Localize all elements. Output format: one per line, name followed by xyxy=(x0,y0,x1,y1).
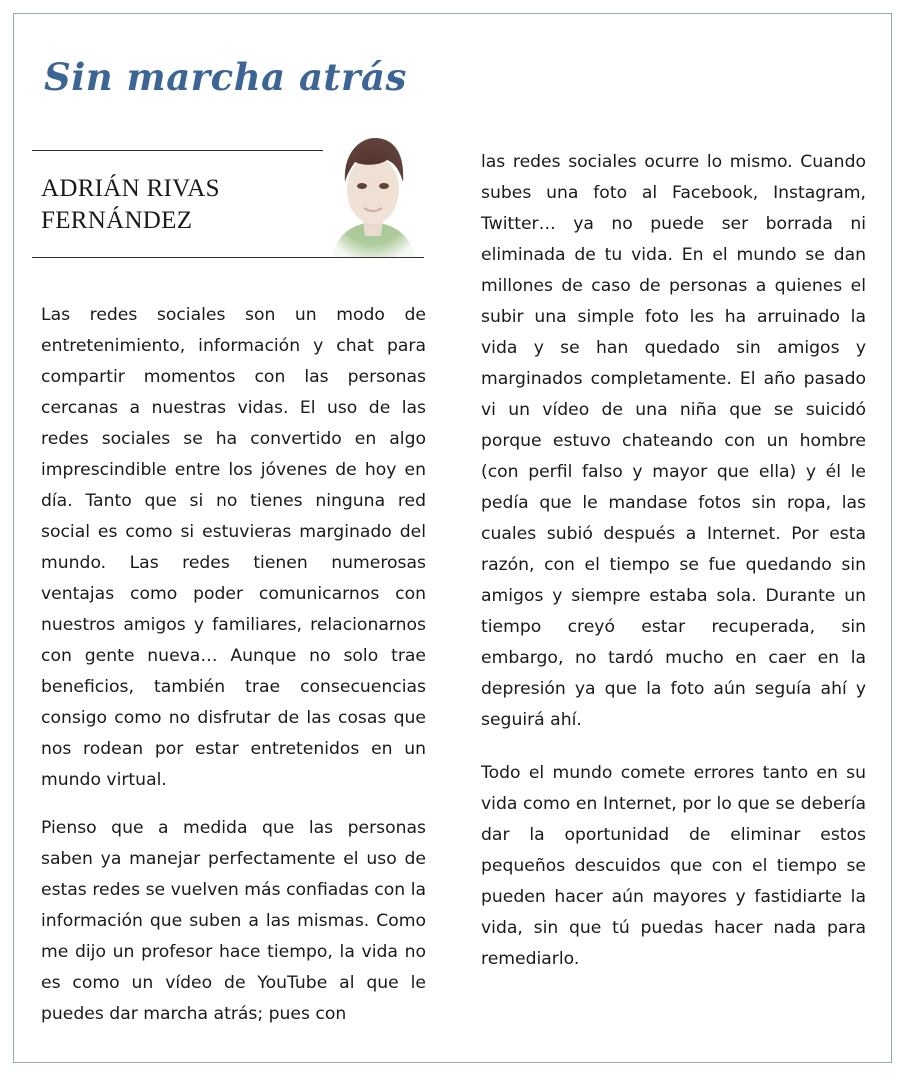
paragraph: Pienso que a medida que las personas saben ya manejar perfectamente el uso de estas redes se vuelven más confiadas con la información que suben a las mismas. Como me dijo un profesor hace tiempo, la vida no es como un vídeo de YouTube al que le puedes dar marcha atrás; pues con xyxy=(41,818,426,1024)
author-name-line-2: FERNÁNDEZ xyxy=(41,207,193,234)
article-title: Sin marcha atrás xyxy=(44,55,407,99)
author-photo xyxy=(323,124,423,257)
author-top-rule xyxy=(32,150,324,151)
article-column-left xyxy=(41,300,426,1030)
author-name-line-1: ADRIÁN RIVAS xyxy=(41,175,220,202)
paragraph: Todo el mundo comete errores tanto en su vida como en Internet, por lo que se debería dar la oportunidad de eliminar estos pequeños descuidos que con el tiempo se pueden hacer aún mayores y fastidiarte la vida, sin que tú puedas hacer nada para remediarlo. xyxy=(481,763,866,969)
author-name xyxy=(41,173,321,237)
paragraph: las redes sociales ocurre lo mismo. Cuando subes una foto al Facebook, Instagram, Twitter… ya no puede ser borrada ni eliminada de tu vida. En el mundo se dan millones de caso de personas a quienes el subir una simple foto les ha arruinado la vida y se han quedado sin amigos y marginados completamente. El año pasado vi un vídeo de una niña que se suicidó porque estuvo chateando con un hombre (con perfil falso y mayor que ella) y él le pedía que le mandase fotos sin ropa, las cuales subió después a Internet. Por esta razón, con el tiempo se fue quedando sin amigos y siempre estaba sola. Durante un tiempo creyó estar recuperada, sin embargo, no tardó mucho en caer en la depresión ya que la foto aún seguía ahí y seguirá ahí. xyxy=(481,152,866,730)
author-bottom-rule xyxy=(32,257,424,258)
article-column-right xyxy=(481,147,866,975)
paragraph: Las redes sociales son un modo de entretenimiento, información y chat para compartir momentos con las personas cercanas a nuestras vidas. El uso de las redes sociales se ha convertido en algo imprescindible entre los jóvenes de hoy en día. Tanto que si no tienes ninguna red social es como si estuvieras marginado del mundo. Las redes tienen numerosas ventajas como poder comunicarnos con nuestros amigos y familiares, relacionarnos con gente nueva… Aunque no solo trae beneficios, también trae consecuencias consigo como no disfrutar de las cosas que nos rodean por estar entretenidos en un mundo virtual. xyxy=(41,305,426,790)
